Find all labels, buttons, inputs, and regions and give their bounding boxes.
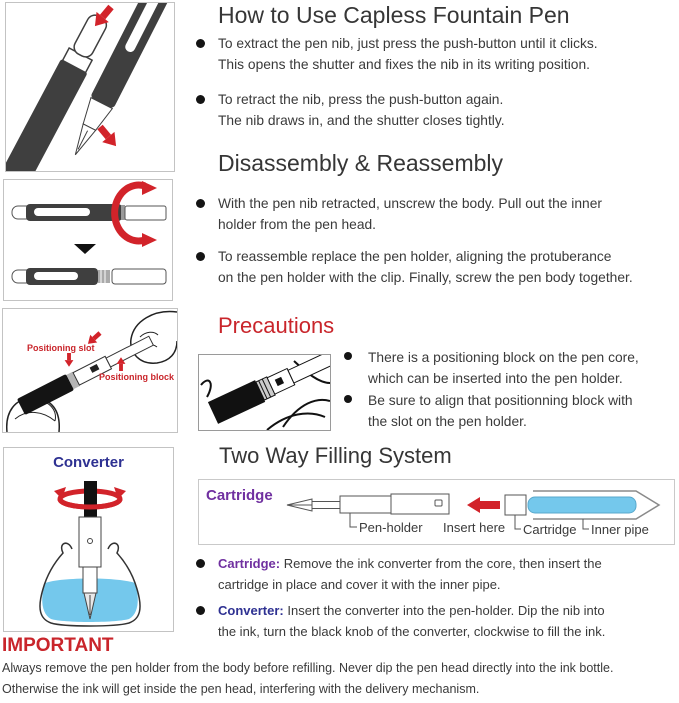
converter-title: Converter	[53, 454, 124, 471]
pen-press-illustration-icon	[6, 3, 174, 171]
bullet-icon	[344, 395, 352, 403]
pen-unscrew-illustration-icon	[4, 180, 172, 300]
disassembly-bullet-1: With the pen nib retracted, unscrew the body. Pull out the inner holder from the pen head.	[218, 196, 602, 232]
precaution-hands-icon	[199, 355, 330, 430]
diagram-mode-label: Cartridge	[206, 487, 273, 504]
precaution-bullet-1: There is a positioning block on the pen core, which can be inserted into the pen holder.	[368, 350, 639, 386]
usage-bullet-2: To retract the nib, press the push-button again. The nib draws in, and the shutter closes tightly.	[218, 92, 505, 128]
filling-diagram	[198, 479, 675, 545]
bullet-icon	[344, 352, 352, 360]
positioning-block-label: Positioning block	[99, 372, 175, 382]
important-line-1: Always remove the pen holder from the body before refilling. Never dip the pen head directly into the ink bottle.	[2, 661, 614, 675]
insert-here-label: Insert here	[443, 520, 506, 535]
bullet-icon	[196, 606, 205, 615]
cartridge-label: Cartridge	[523, 522, 577, 537]
heading-disassembly: Disassembly & Reassembly	[218, 150, 504, 176]
usage-bullet-1: To extract the pen nib, just press the push-button until it clicks. This opens the shutter and fixes the nib in its writing position.	[218, 36, 598, 72]
heading-precautions: Precautions	[218, 313, 335, 338]
illustration-converter-bottle	[3, 447, 174, 632]
inner-pipe-label: Inner pipe	[591, 522, 649, 537]
bullet-icon	[196, 199, 205, 208]
bullet-icon	[196, 559, 205, 568]
illustration-precaution-hands	[198, 354, 331, 431]
converter-bottle-icon	[4, 473, 173, 631]
positioning-illustration-icon	[3, 309, 177, 432]
illustration-positioning	[2, 308, 178, 433]
converter-bullet: Converter: Insert the converter into the pen-holder. Dip the nib into the ink, turn the black knob of the converter, clockwise to fill the ink.	[218, 603, 606, 639]
heading-usage: How to Use Capless Fountain Pen	[218, 2, 570, 28]
precaution-bullet-2: Be sure to align that positionning block with the slot on the pen holder.	[368, 393, 633, 429]
bullet-icon	[196, 95, 205, 104]
bullet-icon	[196, 252, 205, 261]
disassembly-bullet-2: To reassemble replace the pen holder, aligning the protuberance on the pen holder with the clip. Finally, screw the pen body together.	[218, 249, 633, 285]
heading-important: IMPORTANT	[2, 635, 114, 656]
pen-holder-label: Pen-holder	[359, 520, 423, 535]
heading-filling: Two Way Filling System	[219, 443, 452, 468]
cartridge-bullet: Cartridge: Remove the ink converter from the core, then insert the cartridge in place and cover it with the inner pipe.	[218, 556, 602, 592]
illustration-extract-retract	[5, 2, 175, 172]
bullet-icon	[196, 39, 205, 48]
positioning-slot-label: Positioning slot	[27, 343, 95, 353]
important-line-2: Otherwise the ink will get inside the pen head, interfering with the delivery mechanism.	[2, 682, 480, 696]
illustration-unscrew	[3, 179, 173, 301]
